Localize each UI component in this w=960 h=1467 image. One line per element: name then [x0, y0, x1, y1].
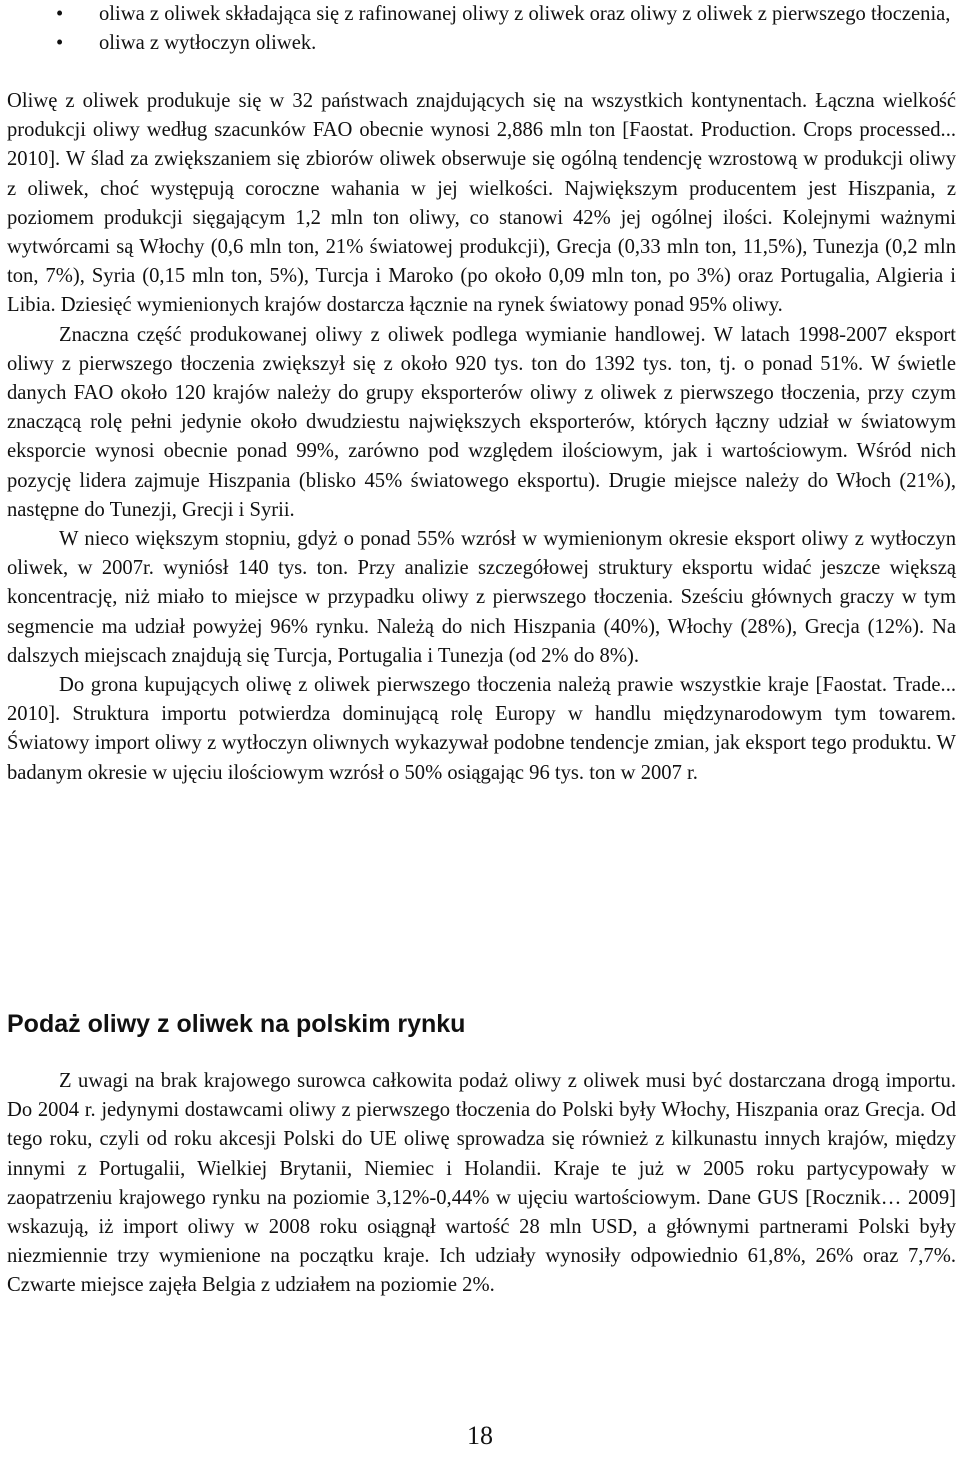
body-text-upper [7, 87, 956, 788]
list-item-text: oliwa z oliwek składająca się z rafinowanej oliwy z oliwek oraz oliwy z oliwek z pierwszego tłoczenia, [99, 3, 951, 25]
paragraph-import: Do grona kupujących oliwę z oliwek pierwszego tłoczenia należą prawie wszystkie kraje [Faostat. Trade... 2010]. Struktura importu potwierdza dominującą rolę Europy w handlu międzynarodowym tym towarem. Światowy import oliwy z wytłoczyn oliwnych wykazywał podobne tendencje zmian, jak eksport tego produktu. W badanym okresie w ujęciu ilościowym wzrósł o 50% osiągając 96 tys. ton w 2007 r. [7, 674, 956, 784]
paragraph-polish-market: Z uwagi na brak krajowego surowca całkowita podaż oliwy z oliwek musi być dostarczana drogą importu. Do 2004 r. jedynymi dostawcami oliwy z pierwszego tłoczenia do Polski były Włochy, Hiszpania oraz Grecja. Od tego roku, czyli od roku akcesji Polski do UE oliwę sprowadza się również z kilkunastu innych krajów, między innymi z Portugalii, Wielkiej Brytanii, Niemiec i Holandii. Kraje te już w 2005 roku partycypowały w zaopatrzeniu krajowego rynku na poziomie 3,12%-0,44% w ujęciu wartościowym. Dane GUS [Rocznik… 2009] wskazują, iż import oliwy w 2008 roku osiągnął wartość 28 mln USD, a głównymi partnerami Polski były niezmiennie trzy wymienione na początku kraje. Ich udziały wynosiły odpowiednio 61,8%, 26% oraz 7,7%. Czwarte miejsce zajęła Belgia z udziałem na poziomie 2%. [7, 1070, 956, 1297]
page-number: 18 [467, 1421, 493, 1450]
bullet-icon: • [56, 32, 64, 55]
list-item-text: oliwa z wytłoczyn oliwek. [99, 32, 317, 55]
section-heading: Podaż oliwy z oliwek na polskim rynku [7, 1010, 466, 1038]
list-item [0, 0, 960, 29]
bullet-icon: • [56, 3, 64, 25]
paragraph-pomace-export: W nieco większym stopniu, gdyż o ponad 55% wzrósł w wymienionym okresie eksport oliwy z wytłoczyn oliwek, w 2007r. wyniósł 140 tys. ton. Przy analizie szczegółowej struktury eksportu widać jeszcze większą koncentrację, niż miało to miejsce w przypadku oliwy z pierwszego tłoczenia. Sześciu głównych graczy w tym segmencie ma udział powyżej 96% rynku. Należą do nich Hiszpania (40%), Włochy (28%), Grecja (12%). Na dalszych miejscach znajdują się Turcja, Portugalia i Tunezja (od 2% do 8%). [7, 528, 956, 667]
paragraph-production: Oliwę z oliwek produkuje się w 32 państwach znajdujących się na wszystkich kontynentach. Łączna wielkość produkcji oliwy według szacunków FAO obecnie wynosi 2,886 mln ton [Faostat. Production. Crops processed... 2010]. W ślad za zwiększaniem się zbiorów oliwek obserwuje się ogólną tendencję wzrostową w produkcji oliwy z oliwek, choć występują coroczne wahania w jej wielkości. Największym producentem jest Hiszpania, z poziomem produkcji sięgającym 1,2 mln ton oliwy, co stanowi 42% jej ogólnej ilości. Kolejnymi ważnymi wytwórcami są Włochy (0,6 mln ton, 21% światowej produkcji), Grecja (0,33 mln ton, 11,5%), Tunezja (0,2 mln ton, 7%), Syria (0,15 mln ton, 5%), Turcja i Maroko (po około 0,09 mln ton, po 3%) oraz Portugalia, Algieria i Libia. Dziesięć wymienionych krajów dostarcza łącznie na rynek światowy ponad 95% oliwy. [7, 90, 956, 317]
list-item [0, 29, 960, 58]
body-text-section [7, 1067, 956, 1301]
bullet-list [0, 0, 960, 58]
paragraph-export: Znaczna część produkowanej oliwy z oliwek podlega wymianie handlowej. W latach 1998-2007 eksport oliwy z pierwszego tłoczenia zwiększył się z około 920 tys. ton do 1392 tys. ton, tj. o ponad 51%. W świetle danych FAO około 120 krajów należy do grupy eksporterów oliwy z oliwek z pierwszego tłoczenia, przy czym znaczącą rolę pełni jedynie około dwudziestu największych eksporterów, których łączny udział w światowym eksporcie wynosi obecnie ponad 99%, zarówno pod względem ilościowym, jak i wartościowym. Wśród nich pozycję lidera zajmuje Hiszpania (blisko 45% światowego eksportu). Drugie miejsce należy do Włoch (21%), następne do Tunezji, Grecji i Syrii. [7, 323, 956, 521]
